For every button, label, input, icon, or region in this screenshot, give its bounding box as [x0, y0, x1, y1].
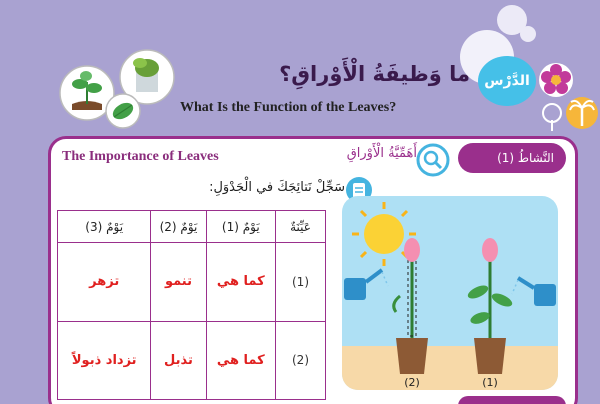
watering-can-icon: [512, 278, 556, 306]
experiment-illustration: [342, 196, 558, 390]
answer-cell: تنمو: [151, 243, 206, 322]
answer-cell: كما هي: [206, 243, 275, 322]
header-day1: يَوْمٌ (1): [206, 211, 275, 243]
table-row: [58, 243, 326, 322]
header-sample: عَيِّنَةٌ: [276, 211, 326, 243]
lesson-title-arabic: ما وَظيفَةُ الْأَوْراقِ؟: [279, 62, 470, 86]
magnifier-icon: [416, 143, 450, 177]
answer-cell: كما هي: [206, 321, 275, 400]
leaf-icon: [104, 92, 142, 130]
flower-icon: [538, 62, 574, 98]
pot-label-left: (2): [404, 376, 420, 389]
sample-number: (1): [276, 243, 326, 322]
table-header-row: [58, 211, 326, 243]
results-table: [57, 210, 326, 400]
answer-cell: تزهر: [58, 243, 151, 322]
palm-icon: [565, 96, 599, 130]
table-instruction: سَجِّلْ نَتائِجَكَ في الْجَدْوَلِ:: [209, 180, 345, 195]
header-day2: يَوْمٌ (2): [151, 211, 206, 243]
activity-label: النَّشاطُ (1): [458, 143, 566, 173]
sample-number: (2): [276, 321, 326, 400]
table-row: [58, 321, 326, 400]
activity-title-english: The Importance of Leaves: [62, 149, 219, 164]
next-section-tab: [458, 396, 566, 404]
answer-cell: تذبل: [151, 321, 206, 400]
watering-can-icon: [344, 270, 388, 300]
tree-icon: [536, 102, 568, 132]
answer-cell: تزداد ذبولاً: [58, 321, 151, 400]
bubble-decoration: [520, 26, 536, 42]
lesson-title-english: What Is the Function of the Leaves?: [180, 100, 397, 115]
activity-title-arabic: أَهَمِّيَّةُ الْأَوْراقِ: [346, 146, 417, 161]
pot-label-right: (1): [482, 376, 498, 389]
header-day3: يَوْمٌ (3): [58, 211, 151, 243]
lesson-badge: الدَّرْس: [478, 56, 536, 106]
experiment-drawing: [342, 196, 558, 390]
